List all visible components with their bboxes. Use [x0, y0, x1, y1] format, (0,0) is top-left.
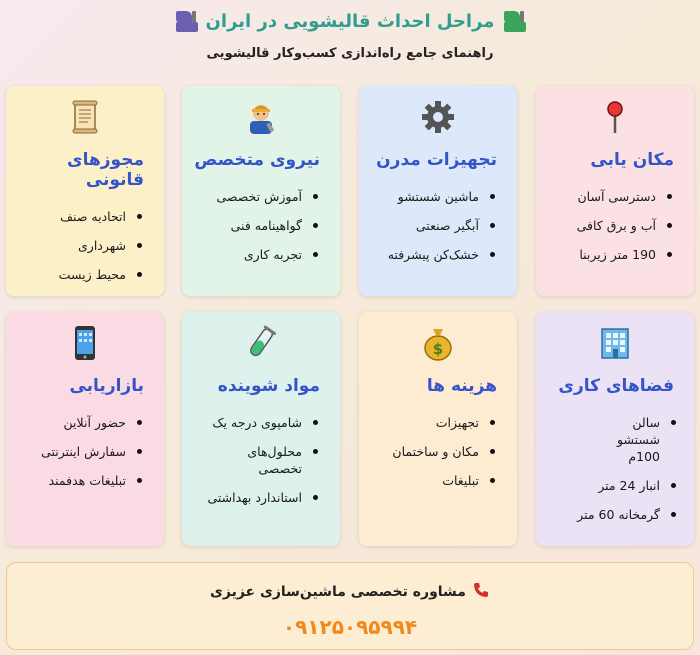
card-list: [182, 188, 340, 263]
list-item: محلول‌های تخصصی: [228, 443, 318, 477]
card-list: [6, 414, 164, 489]
list-item: محیط زیست: [12, 266, 142, 283]
list-item: تجربه کاری: [188, 246, 318, 263]
mobile-phone-icon: [6, 324, 164, 362]
scroll-icon: [6, 98, 164, 136]
footer-line: [7, 581, 693, 603]
card-equipment: [359, 86, 517, 296]
list-item: تبلیغات: [365, 472, 495, 489]
phone-number[interactable]: ۰۹۱۲۵۰۹۵۹۹۴: [282, 615, 418, 639]
list-item: ماشین شستشو: [365, 188, 495, 205]
list-item: استاندارد بهداشتی: [188, 489, 318, 506]
list-item: دسترسی آسان: [542, 188, 672, 205]
round-pushpin-icon: [536, 98, 694, 136]
list-item: شامپوی درجه یک: [188, 414, 318, 431]
list-item: آبگیر صنعتی: [365, 217, 495, 234]
page-title: مراحل احداث قالیشویی در ایران: [205, 10, 495, 32]
card-workspaces: [536, 312, 694, 546]
list-item: گرمخانه 60 متر: [542, 506, 676, 523]
list-item: تجهیزات: [365, 414, 495, 431]
list-item: سالن شستشو 100م: [586, 414, 676, 465]
card-title: هزینه ها: [426, 376, 497, 396]
list-item: تبلیغات هدفمند: [12, 472, 142, 489]
card-list: [536, 188, 694, 263]
list-item: حضور آنلاین: [12, 414, 142, 431]
test-tube-icon: [182, 324, 340, 362]
svg-text:$: $: [432, 340, 444, 358]
card-title: مکان یابی: [590, 150, 674, 170]
card-location: [536, 86, 694, 296]
consultation-text: مشاوره تخصصی ماشین‌سازی عزیزی: [210, 584, 466, 600]
card-list: [536, 414, 694, 523]
page-subtitle: راهنمای جامع راه‌اندازی کسب‌وکار قالیشویی: [206, 46, 494, 61]
green-flag-icon: [502, 10, 526, 32]
office-building-icon: [536, 324, 694, 362]
card-title: بازاریابی: [69, 376, 144, 396]
list-item: آب و برق کافی: [542, 217, 672, 234]
list-item: اتحادیه صنف: [12, 208, 142, 225]
list-item: آموزش تخصصی: [188, 188, 318, 205]
list-item: انبار 24 متر: [542, 477, 676, 494]
card-list: [359, 188, 517, 263]
card-list: [182, 414, 340, 506]
mechanic-icon: [182, 98, 340, 136]
card-marketing: [6, 312, 164, 546]
list-item: 190 متر زیربنا: [542, 246, 672, 263]
card-title: مجوزهای قانونی: [67, 150, 144, 190]
card-list: [6, 208, 164, 283]
contact-footer: [6, 562, 694, 650]
card-list: [359, 414, 517, 489]
card-costs: [359, 312, 517, 546]
header: [0, 4, 700, 61]
card-title: فضاهای کاری: [558, 376, 674, 396]
list-item: مکان و ساختمان: [365, 443, 495, 460]
card-title: مواد شوینده: [217, 376, 320, 396]
gear-icon: [359, 98, 517, 136]
list-item: شهرداری: [12, 237, 142, 254]
list-item: خشک‌کن پیشرفته: [365, 246, 495, 263]
card-permits: [6, 86, 164, 296]
card-detergents: [182, 312, 340, 546]
list-item: گواهینامه فنی: [188, 217, 318, 234]
purple-flag-icon: [174, 10, 198, 32]
money-bag-icon: [359, 324, 517, 362]
title-row: [0, 4, 700, 38]
card-title: تجهیزات مدرن: [376, 150, 497, 170]
card-staff: [182, 86, 340, 296]
telephone-receiver-icon: [472, 581, 490, 603]
card-title: نیروی متخصص: [194, 150, 320, 170]
list-item: سفارش اینترنتی: [12, 443, 142, 460]
